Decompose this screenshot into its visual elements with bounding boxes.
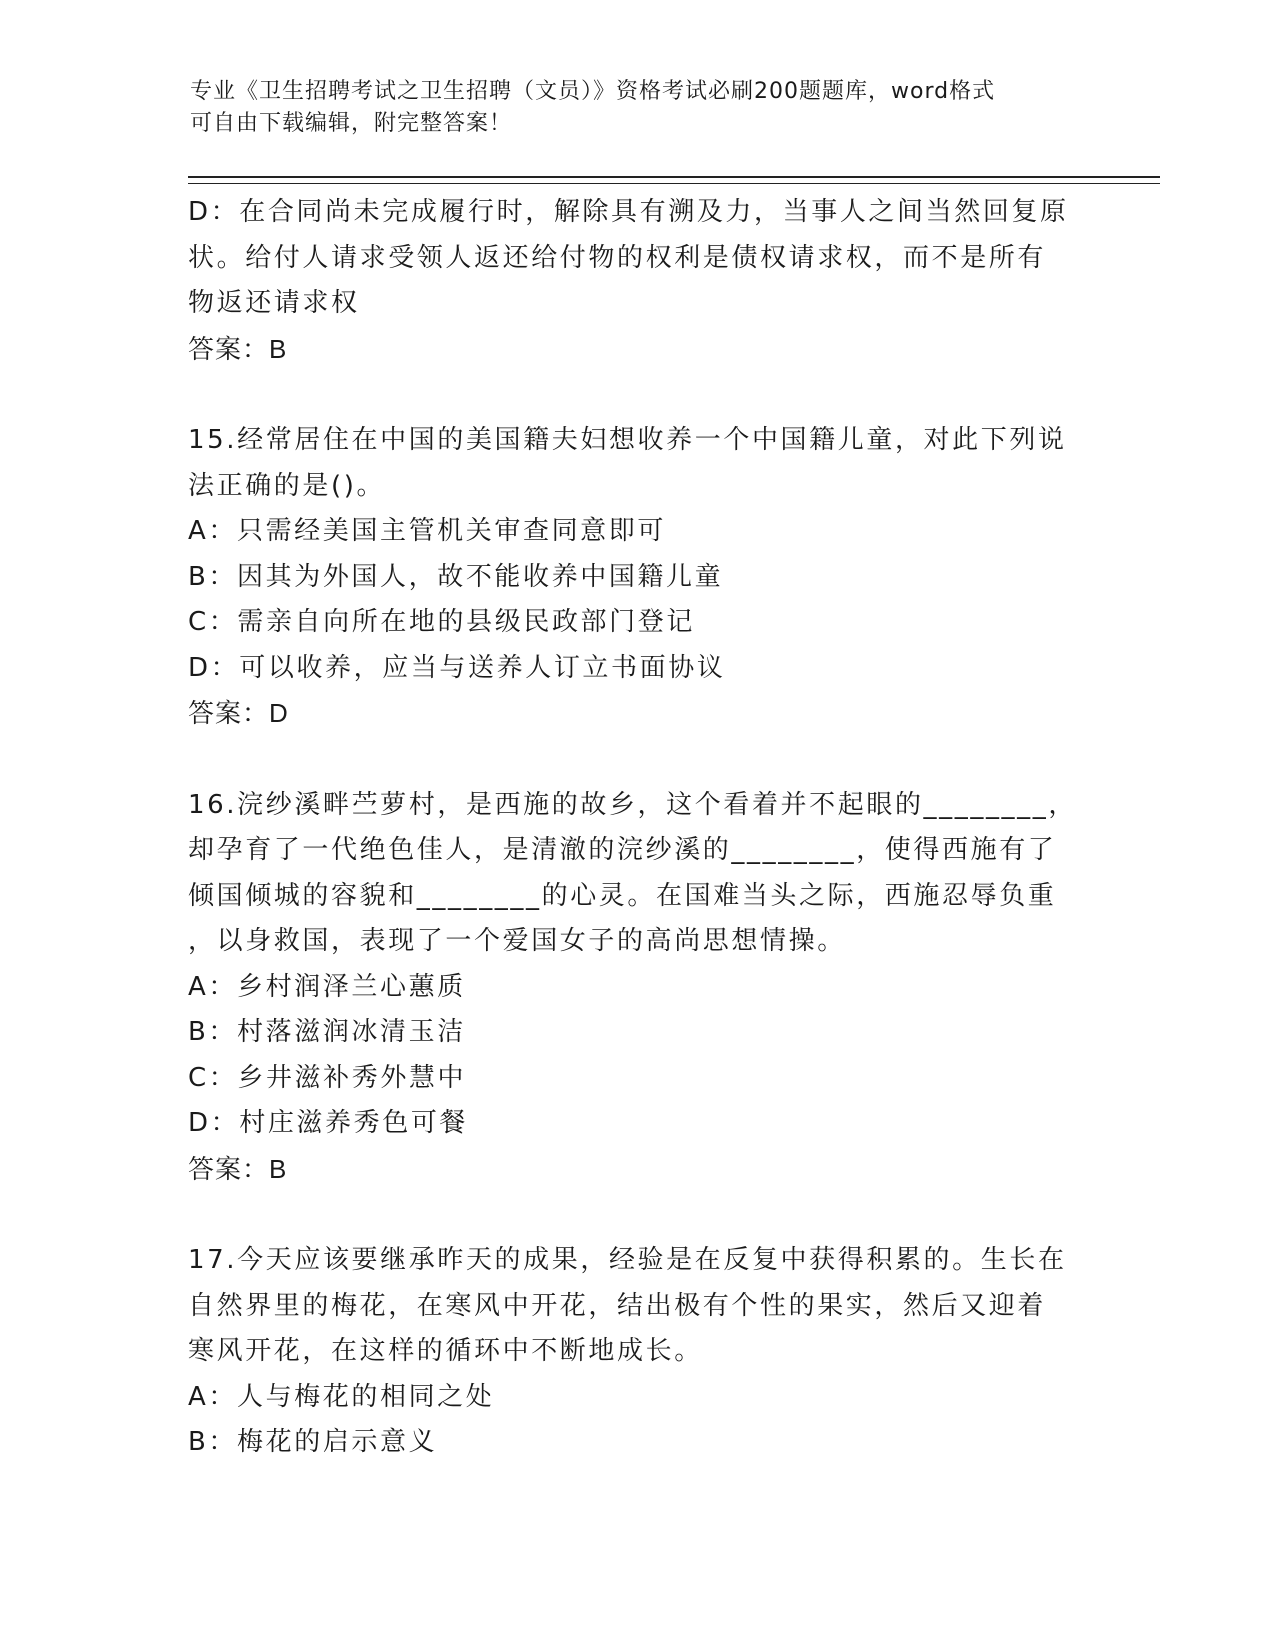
question-17	[188, 1238, 1088, 1466]
option-b: B：村落滋润冰清玉洁	[188, 1017, 466, 1047]
header-rule-thick	[188, 176, 1160, 178]
spacer	[188, 737, 1088, 783]
question-content	[188, 190, 1088, 1466]
option-c: C：乡井滋补秀外慧中	[188, 1062, 467, 1093]
question-stem-line: 寒风开花，在这样的循环中不断地成长。	[188, 1336, 703, 1366]
question-stem-line: 自然界里的梅花，在寒风中开花，结出极有个性的果实，然后又迎着	[188, 1290, 1047, 1321]
option-c: C：需亲自向所在地的县级民政部门登记	[188, 607, 695, 637]
option-a: A：人与梅花的相同之处	[188, 1381, 495, 1412]
question-stem-line: 15.经常居住在中国的美国籍夫妇想收养一个中国籍儿童，对此下列说	[188, 425, 1067, 455]
question-stem-line: 法正确的是()。	[188, 470, 386, 501]
question-16	[188, 783, 1088, 1193]
header-line-1: 专业《卫生招聘考试之卫生招聘（文员）》资格考试必刷200题题库，word格式	[190, 79, 996, 104]
option-b: B：因其为外国人，故不能收养中国籍儿童	[188, 561, 724, 592]
option-d: D：村庄滋养秀色可餐	[188, 1108, 469, 1138]
option-d-line-3: 物返还请求权	[188, 288, 360, 318]
answer-14: 答案：B	[188, 333, 288, 364]
option-d: D：可以收养，应当与送养人订立书面协议	[188, 652, 726, 683]
question-stem-line: ，以身救国，表现了一个爱国女子的高尚思想情操。	[188, 926, 846, 956]
option-d-line-2: 状。给付人请求受领人返还给付物的权利是债权请求权，而不是所有	[188, 242, 1047, 273]
question-stem-line: 17.今天应该要继承昨天的成果，经验是在反复中获得积累的。生长在	[188, 1245, 1067, 1275]
question-15	[188, 418, 1088, 737]
question-14-tail	[188, 190, 1088, 372]
option-a: A：只需经美国主管机关审查同意即可	[188, 516, 666, 546]
question-stem-line: 16.浣纱溪畔苎萝村，是西施的故乡，这个看着并不起眼的________，	[188, 789, 1077, 820]
spacer	[188, 372, 1088, 418]
option-d-line-1: D：在合同尚未完成履行时，解除具有溯及力，当事人之间当然回复原	[188, 197, 1069, 227]
answer-15: 答案：D	[188, 698, 289, 728]
option-a: A：乡村润泽兰心蕙质	[188, 971, 466, 1002]
answer-16: 答案：B	[188, 1153, 288, 1184]
spacer	[188, 1192, 1088, 1238]
question-stem-line: 却孕育了一代绝色佳人，是清澈的浣纱溪的________，使得西施有了	[188, 835, 1057, 865]
header-line-2: 可自由下载编辑，附完整答案！	[190, 111, 513, 136]
header-rule-thin	[188, 183, 1160, 184]
option-b: B：梅花的启示意义	[188, 1427, 438, 1457]
question-stem-line: 倾国倾城的容貌和________的心灵。在国难当头之际，西施忍辱负重	[188, 880, 1057, 911]
document-header	[190, 76, 1090, 140]
